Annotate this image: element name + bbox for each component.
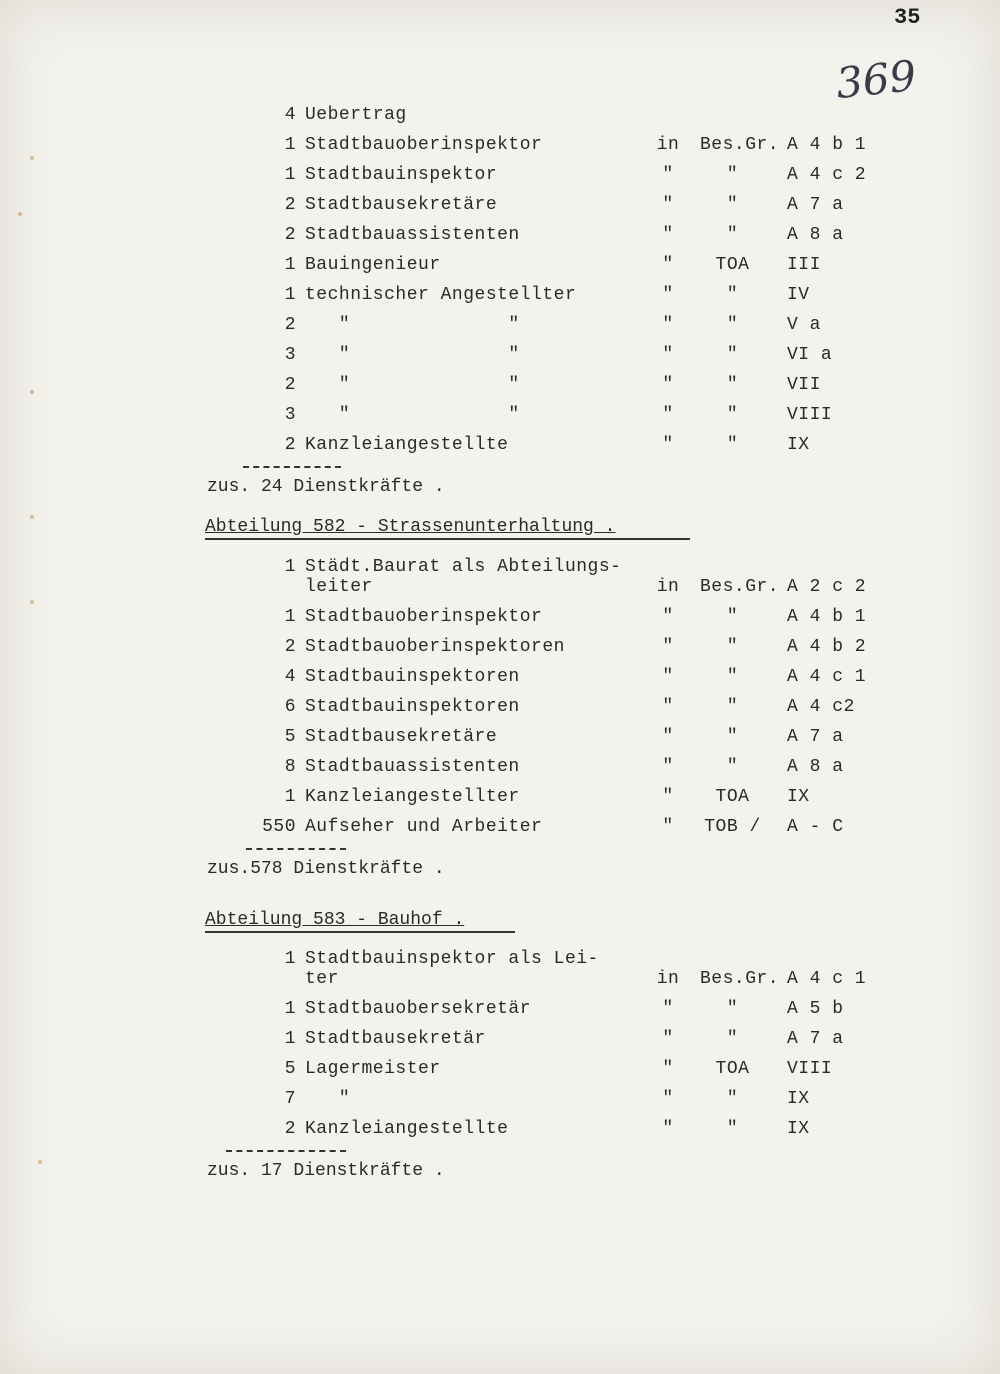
position-title: Stadtbauinspektoren xyxy=(305,697,520,717)
count: 1 xyxy=(284,607,296,627)
position-title: Kanzleiangestellte xyxy=(305,435,509,455)
pay-grade: III xyxy=(787,255,821,275)
pay-scheme-col2: " xyxy=(726,1029,739,1049)
table-row xyxy=(0,370,1000,400)
paper-speck xyxy=(38,1160,42,1164)
position-title: Stadtbauinspektoren xyxy=(305,667,520,687)
sum-rule xyxy=(246,848,346,850)
pay-scheme-col1: " xyxy=(662,637,674,657)
table-row xyxy=(0,340,1000,370)
count: 2 xyxy=(284,315,296,335)
pay-grade: A 7 a xyxy=(787,195,844,215)
pay-scheme-col2: Bes.Gr. xyxy=(700,577,780,597)
pay-scheme-col1: " xyxy=(662,757,674,777)
pay-scheme-col2: " xyxy=(726,435,739,455)
table-row xyxy=(0,662,1000,692)
pay-scheme-col2: " xyxy=(726,637,739,657)
count: 2 xyxy=(284,637,296,657)
pay-scheme-col2: " xyxy=(726,165,739,185)
pay-grade: IX xyxy=(787,1089,810,1109)
position-title: Bauingenieur xyxy=(305,255,441,275)
table-row xyxy=(0,310,1000,340)
table-row xyxy=(0,994,1000,1024)
pay-scheme-col2: " xyxy=(726,697,739,717)
pay-scheme-col1: " xyxy=(662,165,674,185)
pay-scheme-col1: " xyxy=(662,787,674,807)
pay-scheme-col1: " xyxy=(662,607,674,627)
pay-grade: A 4 c 1 xyxy=(787,969,867,989)
pay-scheme-col2: " xyxy=(726,315,739,335)
table-row xyxy=(0,632,1000,662)
pay-scheme-col1: " xyxy=(662,195,674,215)
position-title: ter xyxy=(305,969,339,989)
pay-grade: A 5 b xyxy=(787,999,844,1019)
count: 3 xyxy=(284,345,296,365)
table-row xyxy=(0,280,1000,310)
position-title: Stadtbauinspektor xyxy=(305,165,498,185)
pay-scheme-col2: " xyxy=(726,375,739,395)
section-total: zus. 24 Dienstkräfte . xyxy=(207,477,445,497)
heading-underline xyxy=(205,538,690,540)
section-heading: Abteilung 582 - Strassenunterhaltung . xyxy=(205,517,616,537)
pay-scheme-col1: in xyxy=(656,135,680,155)
pay-scheme-col2: " xyxy=(726,1089,739,1109)
pay-scheme-col1: " xyxy=(662,727,674,747)
pay-scheme-col1: " xyxy=(662,315,674,335)
count: 5 xyxy=(284,727,296,747)
position-title: Aufseher und Arbeiter xyxy=(305,817,543,837)
pay-grade: A 4 b 2 xyxy=(787,637,867,657)
paper-speck xyxy=(30,390,34,394)
count: 550 xyxy=(262,817,296,837)
pay-scheme-col1: " xyxy=(662,817,674,837)
table-row xyxy=(0,752,1000,782)
count: 8 xyxy=(284,757,296,777)
pay-scheme-col2: Bes.Gr. xyxy=(700,135,780,155)
position-title: leiter xyxy=(305,577,373,597)
count: 1 xyxy=(284,949,296,969)
position-title: Stadtbauobersekretär xyxy=(305,999,532,1019)
table-row xyxy=(0,1114,1000,1144)
count: 2 xyxy=(284,195,296,215)
position-title: Städt.Baurat als Abteilungs- xyxy=(305,557,622,577)
pay-scheme-col1: in xyxy=(656,577,680,597)
position-title: Stadtbauoberinspektor xyxy=(305,135,543,155)
pay-grade: A - C xyxy=(787,817,844,837)
pay-scheme-col2: " xyxy=(726,285,739,305)
pay-grade: A 4 c2 xyxy=(787,697,855,717)
count: 1 xyxy=(284,787,296,807)
pay-grade: A 4 b 1 xyxy=(787,607,867,627)
pay-scheme-col2: " xyxy=(726,999,739,1019)
count: 4 xyxy=(284,105,296,125)
pay-scheme-col2: " xyxy=(726,195,739,215)
table-row xyxy=(0,722,1000,752)
position-title: " " xyxy=(305,375,520,395)
position-title: Lagermeister xyxy=(305,1059,441,1079)
count: 3 xyxy=(284,405,296,425)
pay-scheme-col2: " xyxy=(726,607,739,627)
pay-scheme-col1: " xyxy=(662,1119,674,1139)
table-row xyxy=(0,190,1000,220)
table-row xyxy=(0,1084,1000,1114)
pay-scheme-col2: " xyxy=(726,405,739,425)
pay-scheme-col1: " xyxy=(662,405,674,425)
table-row xyxy=(0,1054,1000,1084)
position-title: " " xyxy=(305,345,520,365)
position-title: Stadtbauoberinspektor xyxy=(305,607,543,627)
table-row xyxy=(0,782,1000,812)
count: 1 xyxy=(284,135,296,155)
pay-grade: A 8 a xyxy=(787,757,844,777)
count: 2 xyxy=(284,375,296,395)
count: 1 xyxy=(284,255,296,275)
pay-grade: A 7 a xyxy=(787,727,844,747)
pay-scheme-col2: " xyxy=(726,727,739,747)
pay-grade: A 2 c 2 xyxy=(787,577,867,597)
count: 2 xyxy=(284,1119,296,1139)
pay-scheme-col1: " xyxy=(662,1029,674,1049)
pay-scheme-col2: " xyxy=(726,757,739,777)
pay-scheme-col2: TOB / xyxy=(704,817,761,837)
pay-scheme-col1: " xyxy=(662,1059,674,1079)
pay-scheme-col2: TOA xyxy=(715,1059,750,1079)
table-row xyxy=(0,812,1000,842)
position-title: Kanzleiangestellter xyxy=(305,787,520,807)
position-title: Stadtbauinspektor als Lei- xyxy=(305,949,599,969)
pay-scheme-col1: " xyxy=(662,435,674,455)
table-row xyxy=(0,602,1000,632)
position-title: " " xyxy=(305,315,520,335)
table-row xyxy=(0,692,1000,722)
paper-speck xyxy=(30,156,34,160)
pay-grade: VIII xyxy=(787,405,833,425)
position-title: " " xyxy=(305,405,520,425)
position-title: Stadtbauassistenten xyxy=(305,225,520,245)
position-title: technischer Angestellter xyxy=(305,285,577,305)
count: 1 xyxy=(284,557,296,577)
table-row xyxy=(0,100,1000,130)
table-row xyxy=(0,220,1000,250)
table-row xyxy=(0,964,1000,994)
pay-scheme-col1: " xyxy=(662,697,674,717)
pay-scheme-col1: " xyxy=(662,1089,674,1109)
count: 1 xyxy=(284,1029,296,1049)
position-title: Stadtbausekretäre xyxy=(305,195,498,215)
pay-scheme-col1: " xyxy=(662,285,674,305)
pay-grade: IX xyxy=(787,1119,810,1139)
position-title: Kanzleiangestellte xyxy=(305,1119,509,1139)
pay-grade: A 4 b 1 xyxy=(787,135,867,155)
position-title: Stadtbausekretär xyxy=(305,1029,486,1049)
table-row xyxy=(0,430,1000,460)
pay-scheme-col1: " xyxy=(662,375,674,395)
position-title: Uebertrag xyxy=(305,105,407,125)
pay-grade: IV xyxy=(787,285,810,305)
pay-scheme-col1: " xyxy=(662,667,674,687)
pay-scheme-col2: " xyxy=(726,345,739,365)
pay-grade: IX xyxy=(787,435,810,455)
section-total: zus. 17 Dienstkräfte . xyxy=(207,1161,445,1181)
count: 1 xyxy=(284,165,296,185)
count: 5 xyxy=(284,1059,296,1079)
table-row xyxy=(0,400,1000,430)
table-row xyxy=(0,130,1000,160)
count: 4 xyxy=(284,667,296,687)
paper-speck xyxy=(30,600,34,604)
position-title: Stadtbauoberinspektoren xyxy=(305,637,565,657)
pay-grade: VIII xyxy=(787,1059,833,1079)
pay-grade: IX xyxy=(787,787,810,807)
pay-scheme-col1: " xyxy=(662,225,674,245)
count: 1 xyxy=(284,285,296,305)
count: 7 xyxy=(284,1089,296,1109)
count: 1 xyxy=(284,999,296,1019)
pay-scheme-col2: " xyxy=(726,1119,739,1139)
paper-speck xyxy=(30,515,34,519)
pay-scheme-col1: " xyxy=(662,345,674,365)
table-row xyxy=(0,1024,1000,1054)
pay-grade: V a xyxy=(787,315,821,335)
position-title: " xyxy=(305,1089,351,1109)
section-heading: Abteilung 583 - Bauhof . xyxy=(205,910,465,930)
count: 2 xyxy=(284,435,296,455)
table-row xyxy=(0,572,1000,602)
pay-scheme-col2: TOA xyxy=(715,787,750,807)
sum-rule xyxy=(243,466,341,468)
count: 6 xyxy=(284,697,296,717)
pay-scheme-col2: TOA xyxy=(715,255,750,275)
pay-grade: A 8 a xyxy=(787,225,844,245)
position-title: Stadtbauassistenten xyxy=(305,757,520,777)
sum-rule xyxy=(226,1150,346,1152)
pay-scheme-col1: " xyxy=(662,999,674,1019)
pay-scheme-col2: " xyxy=(726,667,739,687)
handwritten-folio-number: 369 xyxy=(833,50,919,109)
pay-grade: VII xyxy=(787,375,821,395)
pay-grade: VI a xyxy=(787,345,833,365)
pay-grade: A 4 c 2 xyxy=(787,165,867,185)
position-title: Stadtbausekretäre xyxy=(305,727,498,747)
table-row xyxy=(0,160,1000,190)
count: 2 xyxy=(284,225,296,245)
pay-grade: A 7 a xyxy=(787,1029,844,1049)
pay-scheme-col1: " xyxy=(662,255,674,275)
pay-scheme-col2: " xyxy=(726,225,739,245)
heading-underline xyxy=(205,931,515,933)
pay-scheme-col1: in xyxy=(656,969,680,989)
pay-scheme-col2: Bes.Gr. xyxy=(700,969,780,989)
pay-grade: A 4 c 1 xyxy=(787,667,867,687)
table-row xyxy=(0,250,1000,280)
paper-speck xyxy=(18,212,22,216)
section-total: zus.578 Dienstkräfte . xyxy=(207,859,445,879)
page-number: 35 xyxy=(894,5,921,30)
